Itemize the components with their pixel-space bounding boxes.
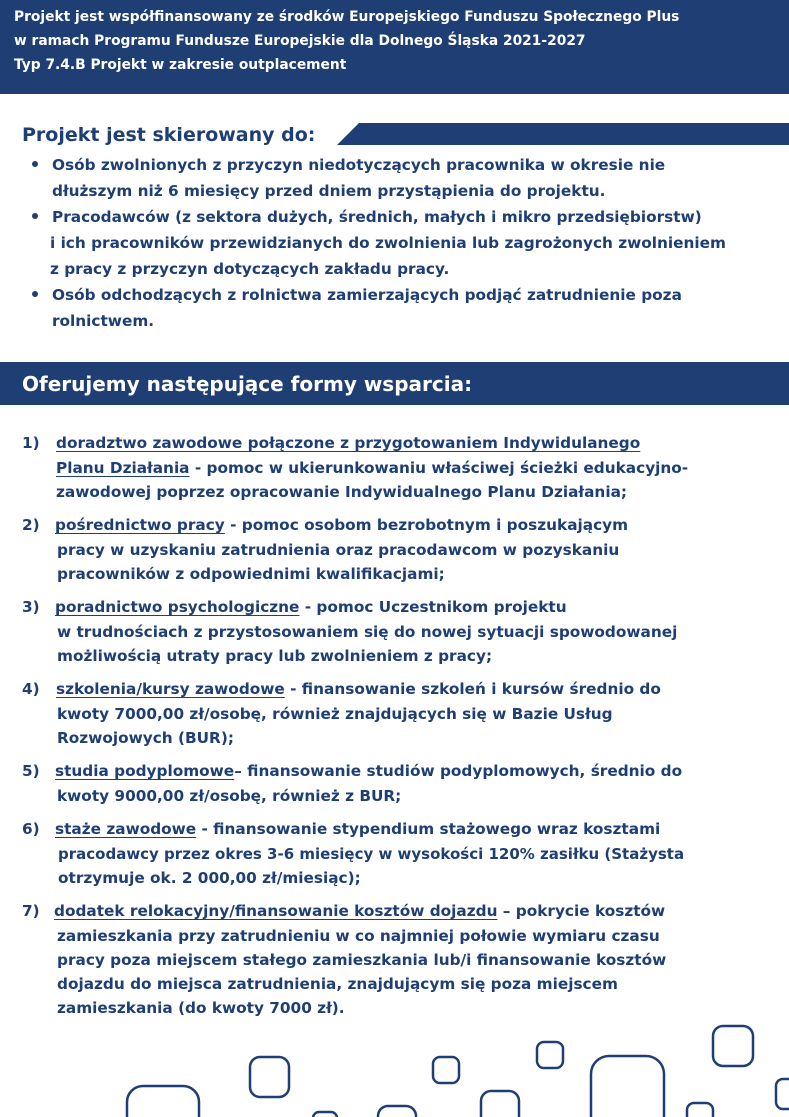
header-line-3: Typ 7.4.B Projekt w zakresie outplacement xyxy=(14,57,347,73)
deco-square xyxy=(378,1106,416,1117)
support-desc: - finansowanie stypendium stażowego wraz kosztami xyxy=(196,820,661,838)
list-item-line xyxy=(55,597,567,617)
list-item-line: pracowników z odpowiednimi kwalifikacjami; xyxy=(57,565,445,583)
deco-square xyxy=(713,1026,753,1066)
deco-square xyxy=(250,1057,289,1097)
item-number: 7) xyxy=(22,902,40,920)
support-link[interactable]: dodatek relokacyjny/finansowanie kosztów dojazdu xyxy=(54,902,498,920)
list-item-line: otrzymuje ok. 2 000,00 zł/miesiąc); xyxy=(58,869,361,887)
support-desc: - pomoc Uczestnikom projektu xyxy=(299,598,567,616)
item-number: 5) xyxy=(22,762,40,780)
support-link[interactable]: staże zawodowe xyxy=(55,820,197,838)
target-section-title: Projekt jest skierowany do: xyxy=(22,124,316,146)
item-number: 6) xyxy=(22,820,40,838)
support-desc: - finansowanie szkoleń i kursów średnio do xyxy=(284,680,661,698)
deco-square xyxy=(776,1079,789,1109)
support-section-title: Oferujemy następujące formy wsparcia: xyxy=(22,372,473,396)
support-desc: – pokrycie kosztów xyxy=(497,902,666,920)
item-number: 4) xyxy=(22,680,40,698)
support-link[interactable]: pośrednictwo pracy xyxy=(55,516,225,534)
deco-square xyxy=(481,1091,519,1117)
list-item-line: zawodowej poprzez opracowanie Indywidualnego Planu Działania; xyxy=(56,483,628,501)
support-link[interactable]: Planu Działania xyxy=(56,459,190,477)
decorative-squares xyxy=(0,1020,789,1117)
list-item-line: zamieszkania przy zatrudnieniu w co najmniej połowie wymiaru czasu xyxy=(57,927,660,945)
support-desc: – finansowanie studiów podyplomowych, średnio do xyxy=(234,762,683,780)
bullet-dot xyxy=(32,291,38,297)
item-number: 3) xyxy=(22,598,40,616)
list-item-line: kwoty 7000,00 zł/osobę, również znajdujących się w Bazie Usług xyxy=(57,705,613,723)
list-item-line: Rozwojowych (BUR); xyxy=(57,729,234,747)
list-item-line xyxy=(54,901,665,921)
list-item-line: Osób zwolnionych z przyczyn niedotyczących pracownika w okresie nie xyxy=(52,156,666,174)
header-line-2: w ramach Programu Fundusze Europejskie dla Dolnego Śląska 2021-2027 xyxy=(14,33,586,49)
list-item-line xyxy=(56,679,661,699)
list-item-line: dłuższym niż 6 miesięcy przed dniem przystąpienia do projektu. xyxy=(52,182,606,200)
bullet-dot xyxy=(32,213,38,219)
list-item-line: rolnictwem. xyxy=(52,312,155,330)
list-item-line xyxy=(55,761,682,781)
support-link[interactable]: poradnictwo psychologiczne xyxy=(55,598,300,616)
deco-square xyxy=(313,1112,337,1117)
list-item-line: Pracodawców (z sektora dużych, średnich, małych i mikro przedsiębiorstw) xyxy=(52,208,702,226)
list-item-line: i ich pracowników przewidzianych do zwolnienia lub zagrożonych zwolnieniem xyxy=(50,234,726,252)
list-item-line: Osób odchodzących z rolnictwa zamierzających podjąć zatrudnienie poza xyxy=(52,286,682,304)
deco-square xyxy=(537,1042,563,1068)
list-item-line xyxy=(55,819,660,839)
list-item-line: pracy w uzyskaniu zatrudnienia oraz pracodawcom w pozyskaniu xyxy=(57,541,620,559)
list-item-line: z pracy z przyczyn dotyczących zakładu pracy. xyxy=(50,260,450,278)
deco-square xyxy=(127,1086,199,1117)
deco-square xyxy=(433,1057,459,1083)
list-item-line: zamieszkania (do kwoty 7000 zł). xyxy=(57,999,345,1017)
list-item-line: dojazdu do miejsca zatrudnienia, znajdującym się poza miejscem xyxy=(57,975,618,993)
support-desc: - pomoc osobom bezrobotnym i poszukającym xyxy=(224,516,629,534)
list-item-line: pracodawcy przez okres 3-6 miesięcy w wysokości 120% zasiłku (Stażysta xyxy=(58,845,685,863)
header-line-1: Projekt jest współfinansowany ze środków Europejskiego Funduszu Społecznego Plus xyxy=(14,9,680,25)
list-item-line: w trudnościach z przystosowaniem się do nowej sytuacji spowodowanej xyxy=(57,623,678,641)
support-desc: - pomoc w ukierunkowaniu właściwej ścieżki edukacyjno- xyxy=(189,459,689,477)
support-link[interactable]: studia podyplomowe xyxy=(55,762,235,780)
list-item-line: kwoty 9000,00 zł/osobę, również z BUR; xyxy=(57,787,402,805)
support-link[interactable]: szkolenia/kursy zawodowe xyxy=(56,680,285,698)
list-item-line xyxy=(56,458,688,478)
item-number: 1) xyxy=(22,434,40,452)
deco-square xyxy=(591,1056,664,1117)
deco-square xyxy=(687,1103,713,1117)
target-title-bar xyxy=(337,123,789,145)
list-item-line xyxy=(55,515,628,535)
support-link[interactable]: doradztwo zawodowe połączone z przygotowaniem Indywidulanego xyxy=(56,434,641,452)
bullet-dot xyxy=(32,161,38,167)
list-item-line: możliwością utraty pracy lub zwolnieniem z pracy; xyxy=(57,647,493,665)
item-number: 2) xyxy=(22,516,40,534)
header-banner xyxy=(0,0,789,94)
list-item-line: pracy poza miejscem stałego zamieszkania lub/i finansowanie kosztów xyxy=(57,951,667,969)
